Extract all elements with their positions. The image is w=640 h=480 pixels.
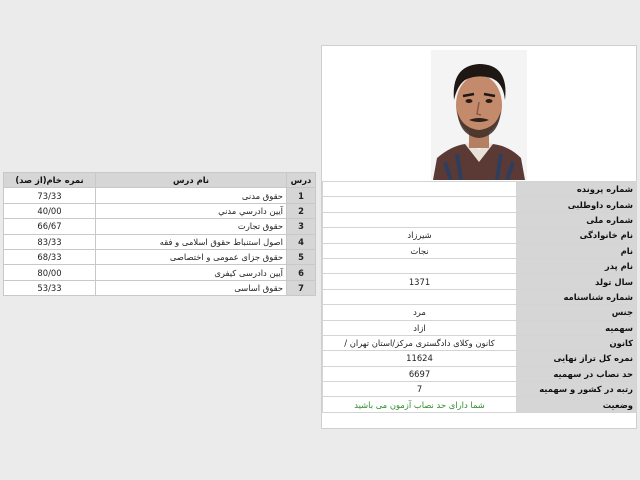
grade-course: حقوق جزای عمومی و اختصاصی bbox=[96, 249, 287, 264]
grades-header-row bbox=[4, 173, 316, 188]
candidate-profile-panel bbox=[321, 45, 637, 429]
quota-label: سهمیه bbox=[517, 320, 637, 335]
grade-course: آیین دادرسی کیفری bbox=[96, 265, 287, 280]
father-name-label: نام پدر bbox=[517, 258, 637, 273]
grade-course: حقوق اساسی bbox=[96, 280, 287, 295]
info-row bbox=[323, 243, 637, 258]
first-name-label: نام bbox=[517, 243, 637, 258]
grade-row bbox=[4, 249, 316, 264]
grade-num: 2 bbox=[287, 203, 316, 218]
file-number-label: شماره پرونده bbox=[517, 182, 637, 197]
info-row bbox=[323, 182, 637, 197]
grade-row bbox=[4, 280, 316, 295]
info-row bbox=[323, 335, 637, 350]
info-row bbox=[323, 305, 637, 320]
grade-score: 40/00 bbox=[4, 203, 96, 218]
info-row bbox=[323, 258, 637, 273]
grade-num: 5 bbox=[287, 249, 316, 264]
info-row bbox=[323, 397, 637, 412]
grade-num: 6 bbox=[287, 265, 316, 280]
grade-row bbox=[4, 234, 316, 249]
grade-score: 53/33 bbox=[4, 280, 96, 295]
info-row bbox=[323, 289, 637, 304]
grade-course: اصول استنباط حقوق اسلامی و فقه bbox=[96, 234, 287, 249]
info-row bbox=[323, 274, 637, 289]
grade-score: 80/00 bbox=[4, 265, 96, 280]
id-card-number-label: شماره شناسنامه bbox=[517, 289, 637, 304]
grade-score: 83/33 bbox=[4, 234, 96, 249]
grade-row bbox=[4, 203, 316, 218]
info-row bbox=[323, 320, 637, 335]
info-row bbox=[323, 212, 637, 227]
quota-threshold-value: 6697 bbox=[323, 366, 517, 381]
info-row bbox=[323, 228, 637, 243]
grade-row bbox=[4, 219, 316, 234]
grade-row bbox=[4, 265, 316, 280]
quota-threshold-label: حد نصاب در سهمیه bbox=[517, 366, 637, 381]
info-row bbox=[323, 382, 637, 397]
candidate-info-table bbox=[322, 181, 637, 413]
info-row bbox=[323, 197, 637, 212]
final-score-value: 11624 bbox=[323, 351, 517, 366]
rank-label: رتبه در کشور و سهمیه bbox=[517, 382, 637, 397]
national-id-value bbox=[323, 212, 517, 227]
info-row bbox=[323, 366, 637, 381]
id-card-number-value bbox=[323, 289, 517, 304]
grade-num: 1 bbox=[287, 188, 316, 203]
grade-course: آیین دادرسي مدني bbox=[96, 203, 287, 218]
applicant-number-value bbox=[323, 197, 517, 212]
grade-course: حقوق مدنی bbox=[96, 188, 287, 203]
last-name-value: شیرزاد bbox=[323, 228, 517, 243]
last-name-label: نام خانوادگی bbox=[517, 228, 637, 243]
grade-score: 66/67 bbox=[4, 219, 96, 234]
info-row bbox=[323, 351, 637, 366]
birth-year-label: سال تولد bbox=[517, 274, 637, 289]
bar-association-value: / کانون وکلای دادگستری مرکز/استان تهران bbox=[323, 335, 517, 350]
bar-association-label: کانون bbox=[517, 335, 637, 350]
header-score: نمره خام(از صد) bbox=[4, 173, 96, 188]
grade-num: 4 bbox=[287, 234, 316, 249]
quota-value: ازاد bbox=[323, 320, 517, 335]
grade-score: 68/33 bbox=[4, 249, 96, 264]
grade-course: حقوق تجارت bbox=[96, 219, 287, 234]
birth-year-value: 1371 bbox=[323, 274, 517, 289]
final-score-label: نمره کل تراز نهایی bbox=[517, 351, 637, 366]
applicant-number-label: شماره داوطلبی bbox=[517, 197, 637, 212]
grade-num: 7 bbox=[287, 280, 316, 295]
rank-value: 7 bbox=[323, 382, 517, 397]
first-name-value: نجات bbox=[323, 243, 517, 258]
grade-num: 3 bbox=[287, 219, 316, 234]
gender-label: جنس bbox=[517, 305, 637, 320]
father-name-value bbox=[323, 258, 517, 273]
grade-score: 73/33 bbox=[4, 188, 96, 203]
portrait-image bbox=[431, 50, 527, 180]
status-label: وضعیت bbox=[517, 397, 637, 412]
grade-row bbox=[4, 188, 316, 203]
status-value: شما دارای حد نصاب آزمون می باشید bbox=[323, 397, 517, 412]
header-num: درس bbox=[287, 173, 316, 188]
candidate-photo bbox=[431, 50, 527, 180]
header-course: نام درس bbox=[96, 173, 287, 188]
gender-value: مرد bbox=[323, 305, 517, 320]
grades-table bbox=[3, 172, 316, 296]
file-number-value bbox=[323, 182, 517, 197]
national-id-label: شماره ملی bbox=[517, 212, 637, 227]
